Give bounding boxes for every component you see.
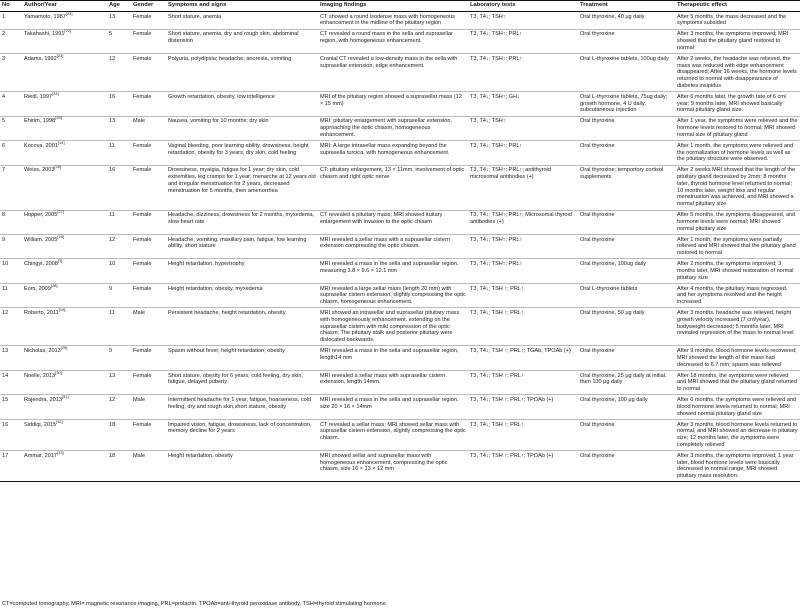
cell-effect: After 5 months, the mass decreased and the symptoms subsided [675,12,800,30]
reference-number: [21] [65,10,73,16]
cell-imaging: CT revealed a pituitary mass; MRI showed ituitary enlargement with invasion to the optic chiasm [318,210,468,234]
cell-treatment: Oral thyroxine, 100 μg daily [578,395,675,419]
table-row [0,283,800,307]
cell-symptoms: Persistent headache, height retardation, obesity [166,308,318,346]
table-row [0,12,800,30]
cell-imaging: MRI revealed a mass in the sella and suprasellar region, length14 mm [318,346,468,370]
cell-author [22,419,107,450]
cell-lab: T3, T4↓; TSH ↑; PRL↑ [468,283,578,307]
cell-no: 3 [0,54,22,92]
cell-age: 13 [107,116,131,140]
cell-no: 2 [0,29,22,53]
cell-gender: Female [131,235,166,259]
author-year: Noelle, 2013 [24,372,56,379]
cell-author [22,346,107,370]
cell-symptoms: Impaired vision, fatigue, drowsiness, lack of concentration, memory decline for 2 years [166,419,318,450]
cell-treatment: Oral thyroxine [578,116,675,140]
cell-lab: T3, T4↓; TSH ↑; PRL↑ [468,419,578,450]
cell-age: 9 [107,346,131,370]
cell-treatment: Oral thyroxine, 25 μg daily at initial, then 100 μg daily [578,370,675,394]
table-footnote: CT=computed tomography, MRI= magnetic resonance imaging, PRL=prolactin, TPOAb=anti-thyroid peroxidase antibody, TSH=thyroid stimulating hormone. [2,601,388,607]
table-row [0,308,800,346]
column-header: Symptoms and signs [166,1,318,12]
cell-symptoms: Vaginal bleeding, poor learning ability, drowsiness, height retardation, obesity for 3 years, dry skin, cold feeling [166,141,318,165]
cell-author [22,451,107,482]
cell-lab: T3, T4↓; TSH↑; PRL↑; Microsomal thyroid antibodies (+) [468,210,578,234]
reference-number: [27] [57,209,64,215]
cell-symptoms: Nausea, vomiting for 10 months; dry skin [166,116,318,140]
cell-symptoms: Spasm without fever, height retardation, obesity [166,346,318,370]
cell-treatment: Oral L-thyroxine tablets, 100ug daily [578,54,675,92]
cell-treatment: Oral thyroxine; temportory cortisol supplements [578,165,675,210]
table-row [0,54,800,92]
cell-no: 10 [0,259,22,283]
table-row [0,370,800,394]
author-year: Siddiqi, 2015 [24,421,57,428]
column-header: No [0,1,22,12]
cell-treatment: Oral thyroxine [578,419,675,450]
reference-number: [14] [57,140,65,145]
cell-age: 16 [107,92,131,116]
cell-lab: T3, T4↓; TSH↑; PRL↑ [468,259,578,283]
column-header: Age [107,1,131,12]
cell-effect: After 3 months, the symptoms improved; MRI showed that the pituitary gland restored to normal [675,29,800,53]
cell-no: 12 [0,308,22,346]
cell-gender: Female [131,54,166,92]
cell-effect: After 3 months, the symptoms improved; 1 year later, blood hormone levels were basically decreased to normal range; MRI showed pituitary mass resolution. [675,451,800,482]
author-year: Weiss, 2003 [24,167,55,174]
cell-no: 14 [0,370,22,394]
cell-gender: Female [131,29,166,53]
author-year: William, 2005 [24,236,58,243]
reference-number: [33] [57,449,64,455]
cell-treatment: Oral thyroxine [578,29,675,53]
table-row [0,116,800,140]
cell-age: 13 [107,370,131,394]
cell-author [22,395,107,419]
table-row [0,235,800,259]
table-header-row [0,1,800,12]
cell-author [22,210,107,234]
cell-gender: Female [131,283,166,307]
reference-number: [32] [56,418,63,424]
reference-number: [30] [55,369,62,375]
reference-number: [25] [55,115,62,121]
cell-effect: After 1 year, the symptoms were relieved and the hormone levels restored to normal; MRI showed normal size of pituitary gland [675,116,800,140]
author-year: Roberto, 2011 [24,310,59,317]
cell-gender: Female [131,370,166,394]
table-row [0,29,800,53]
cell-lab: T3, T4↓; TSH↑; PRL↑ [468,54,578,92]
cell-effect: After 18 months, the symptoms were relieved and MRI showed that the pituitary gland returned to normal [675,370,800,394]
cell-age: 11 [107,210,131,234]
reference-number: [26] [54,164,62,170]
cell-author [22,283,107,307]
cell-gender: Female [131,346,166,370]
cell-treatment: Oral thyroxine, 100ug daily [578,259,675,283]
cell-effect: After 4 months, the pituitary mass regressed, and her symptoms resolved and the height increased [675,283,800,307]
cell-effect: After 6 months later, the growth rate of 6 cm/ year; 9 months later, MRI showed basically normal pituitary gland size. [675,92,800,116]
author-year: Rajendra, 2013 [24,397,62,404]
cell-lab: T3, T4↓; TSH ↑; PRL↑; TGAb, TPOAb (+) [468,346,578,370]
cell-symptoms: Growth retardation, obesity, low intelligence [166,92,318,116]
cell-symptoms: Height retardation, hypertrophy [166,259,318,283]
author-year: Adams, 1992 [24,55,57,62]
column-header: Therapeutic effect [675,1,800,12]
cell-imaging: MRI: A large intrasellar mass expanding beyond the suprasella turcica, with homogeneous enhancement. [318,141,468,165]
cell-gender: Male [131,395,166,419]
cell-author [22,165,107,210]
reference-number: [28] [50,282,58,288]
cell-symptoms: Drowsiness, myalgia, fatigue for 1 year; dry skin, cold extremities, leg cramps for 1 year; menarche at 12 years old and irregular menstruation for 2 years, decreased menstruation for 5 months, then amenorrhea [166,165,318,210]
table-row [0,346,800,370]
cell-effect: After 1 month, the symptoms were relieved and the normalization of hormone levels as well as the pituitary structure were observed. [675,141,800,165]
cell-imaging: CT: pituitary enlargement, 13 × 11mm, involvement of optic chiasm and right optic nerve [318,165,468,210]
cell-treatment: Oral thyroxine [578,451,675,482]
cell-age: 12 [107,395,131,419]
cell-effect: After 5 months, the symptoms disappeared, and hormone levels were normal; MRI showed normal pituitary size [675,210,800,234]
cell-effect: After 3 months, headache was relieved, height growth velocity increased (7 cm/year), bodyweight decreased; 5 months later, MRI revealed regression of the mass to normal level [675,308,800,346]
cell-age: 12 [107,54,131,92]
cell-lab: T3, T4↓; TSH↑; PRL↑ [468,29,578,53]
cell-symptoms: Height retardation, obesity [166,451,318,482]
cell-lab: T3, T4↓; TSH ↑; PRL↑ [468,308,578,346]
cell-treatment: Oral thyroxine [578,346,675,370]
cell-lab: T3, T4↓; TSH↑; PRL↑; antithyroid microsomal antibodies (+) [468,165,578,210]
cell-symptoms: Polyuria, polydipsia; headache; anorexia, vomiting [166,54,318,92]
cell-gender: Female [131,210,166,234]
cell-imaging: MRI revealed a mass in the sella and suprasellar region, size 20 × 16 × 14mm [318,395,468,419]
cell-no: 13 [0,346,22,370]
cell-symptoms: Short stature, anemia, dry and rough skin, abdominal distension [166,29,318,53]
cell-gender: Female [131,92,166,116]
cell-author [22,308,107,346]
table-row [0,165,800,210]
cell-age: 18 [107,419,131,450]
cell-gender: Male [131,308,166,346]
cell-age: 11 [107,141,131,165]
column-header: Author/Year [22,1,107,12]
cell-treatment: Oral thyroxine, 40 μg daily [578,12,675,30]
cell-imaging: MRI showed an intrasellar and suprasellar pituitary mass with homogeneously enhancement, extending on the suprasellar cistern with mild compression of the optic chiasm; The pituitary stalk and posterior pituitary were dislocated backwards. [318,308,468,346]
cell-imaging: MRI revealed a sellar mass with a suprasellar cistern extension compressing the optic chiasm. [318,235,468,259]
cell-effect: After 2 months, the symptoms improved; 3 months later, MRI showed restoration of normal pituitary size [675,259,800,283]
cell-no: 15 [0,395,22,419]
cell-lab: T3, T4↓; TSH↑; PRL↑ [468,141,578,165]
cell-treatment: Oral thyroxine [578,235,675,259]
reference-number: [18] [57,233,64,239]
cell-symptoms: Headache, vomiting, maxillary pain, fatigue, low learning ability, short stature [166,235,318,259]
table-row [0,210,800,234]
cell-age: 16 [107,165,131,210]
cell-imaging: MRI: pituitary enlargement with suprasellar extension, approaching the optic chiasm, homogeneous enhancement. [318,116,468,140]
cell-treatment: Oral thyroxine [578,210,675,234]
cell-imaging: CT revealed a sellar mass; MRI showed sellar mass with suprasellar cistern extension, slightly compressing the optic chiasm. [318,419,468,450]
table-row [0,451,800,482]
cell-lab: T3, T4↓; TSH ↑; PRL↑ [468,370,578,394]
cell-lab: T3, T4↓; TSH ↑; PRL↑; TPOAb (+) [468,395,578,419]
cell-symptoms: Short stature, anemia [166,12,318,30]
column-header: Imaging findings [318,1,468,12]
reference-number: [31] [61,394,69,400]
cell-symptoms: Short stature, obesity for 6 years; cold feeling, dry skin, fatigue, delayed puberty [166,370,318,394]
reference-number: [24] [52,91,59,97]
table-row [0,141,800,165]
cell-imaging: CT revealed a round mass in the sella and suprasellar region, with homogeneous enhancement. [318,29,468,53]
cell-no: 8 [0,210,22,234]
column-header: Gender [131,1,166,12]
reference-number: [23] [56,53,64,59]
cell-gender: Female [131,12,166,30]
cell-age: 12 [107,235,131,259]
reference-number: [3] [57,258,63,264]
author-year: Yamamoto, 1987 [24,13,66,20]
table-body [0,12,800,482]
cell-treatment: Oral thyroxine, 50 μg daily [578,308,675,346]
cell-treatment: Oral L-thyroxine tablets [578,283,675,307]
cell-no: 17 [0,451,22,482]
cell-author [22,370,107,394]
cell-imaging: MRI revealed a mass in the sella and suprasellar region, measuring 3.8 × 9.6 × 12.1 mm [318,259,468,283]
column-header: Treatment [578,1,675,12]
cell-treatment: Oral L-thyroxine tablets, 75ug daily; growth hormone, 4 U daily, subcutaneous injection [578,92,675,116]
column-header: Laboratory tests [468,1,578,12]
cell-author [22,54,107,92]
table-row [0,395,800,419]
cell-effect: After 3 months, blood hormone levels returned to normal, and MRI showed an decrease in pituitary size; 12 months later, the symptoms were completely relieved [675,419,800,450]
reference-number: [22] [64,28,72,34]
cell-author [22,12,107,30]
author-year: Kocova, 2001 [24,142,58,149]
cell-gender: Female [131,259,166,283]
author-year: Riedl, 1997 [24,93,53,100]
cell-effect: After 6 months, the symptoms were relieved and blood hormone levels returned to normal; MRI showed normal pituitary gland size [675,395,800,419]
cell-effect: After 1 month, the symptoms were partially relieved and MRI showed that the pituitary gland restored to normal [675,235,800,259]
cell-age: 9 [107,283,131,307]
cell-imaging: MRI revealed a large sellar mass (length 20 mm) with suprasellar cistern extension, slightly compressing the optic chiasm, homogeneous enhancement. [318,283,468,307]
cell-gender: Female [131,165,166,210]
table-row [0,92,800,116]
cell-lab: T3, T4↓; TSH ↑; PRL↑; TPOAb (+) [468,451,578,482]
cell-gender: Female [131,419,166,450]
cell-effect: After 2 weeks MRI showed that the length of the pituitary gland decreased by 2mm; 8 months later, thyroid hormone level returned to normal; 10 months later, weight loss and regular menstruation was achieved, and MRI showed a normal pituitary size [675,165,800,210]
cell-gender: Male [131,116,166,140]
cell-no: 7 [0,165,22,210]
author-year: Eom, 2009 [24,285,51,292]
cell-no: 9 [0,235,22,259]
cell-author [22,235,107,259]
cell-lab: T3, T4↓; TSH↑ [468,116,578,140]
cell-author [22,141,107,165]
cell-imaging: Cranial CT revealed a low-density mass in the sella with suprasellar extension, edge enhancement. [318,54,468,92]
cell-no: 11 [0,283,22,307]
cell-author [22,29,107,53]
cell-effect: After 9 months, blood hormone levels recovered; MRI showed the length of the mass had decreased to 6.7 mm; spasm was relieved [675,346,800,370]
cell-lab: T3, T4↓; TSH↑ [468,12,578,30]
cell-no: 4 [0,92,22,116]
cell-imaging: MRI of the pituitary region showed a suprasellar mass (12 × 15 mm) [318,92,468,116]
author-year: Nicholas, 2013 [24,348,61,355]
cell-age: 13 [107,12,131,30]
cell-imaging: CT showed a round isodense mass with homogeneous enhancement in the midline of the pituitary region [318,12,468,30]
cell-imaging: MRI revealed a sellar mass with suprasellar cistern extension, length 14mm. [318,370,468,394]
author-year: Chingyi, 2008 [24,261,58,268]
table-row [0,259,800,283]
author-year: Ehirim, 1998 [24,118,56,125]
author-year: Takahashi, 1991 [24,31,65,38]
cell-gender: Male [131,451,166,482]
cell-author [22,259,107,283]
cell-age: 5 [107,29,131,53]
cell-author [22,116,107,140]
author-year: Ammar, 2017 [24,452,57,459]
cell-author [22,92,107,116]
cell-age: 18 [107,451,131,482]
cell-no: 16 [0,419,22,450]
cell-lab: T3, T4↓; TSH↑; PRL↑ [468,235,578,259]
cell-symptoms: Headache, dizziness, drowsiness for 2 months, myxedema, slow heart rate [166,210,318,234]
author-year: Hopper, 2005 [24,212,58,219]
cell-gender: Female [131,141,166,165]
cell-symptoms: Intermittent headache for 1 year, fatigue, hoarseness, cold feeling, dry and rough skin,short stature, obesity [166,395,318,419]
cell-treatment: Oral thyroxine [578,141,675,165]
cell-no: 1 [0,12,22,30]
cell-age: 11 [107,308,131,346]
reference-number: [29] [60,345,68,351]
cell-symptoms: Height retardation, obesity, myxedema [166,283,318,307]
cell-effect: After 2 weeks, the headache was relieved, the mass was reduced with edge enhancement disappeared; After 16 weeks, the hormone levels returned to normal with disappearance of diabetes insipidus [675,54,800,92]
cell-lab: T3, T4↓; TSH↑; GH↓ [468,92,578,116]
cell-no: 6 [0,141,22,165]
cell-imaging: MRI showed sellar and suprasellar mass with homogeneous enhancement, compressing the optic chiasm, size 16 × 13 × 12 mm [318,451,468,482]
table-row [0,419,800,450]
cell-no: 5 [0,116,22,140]
reference-number: [19] [58,307,66,313]
cell-age: 10 [107,259,131,283]
